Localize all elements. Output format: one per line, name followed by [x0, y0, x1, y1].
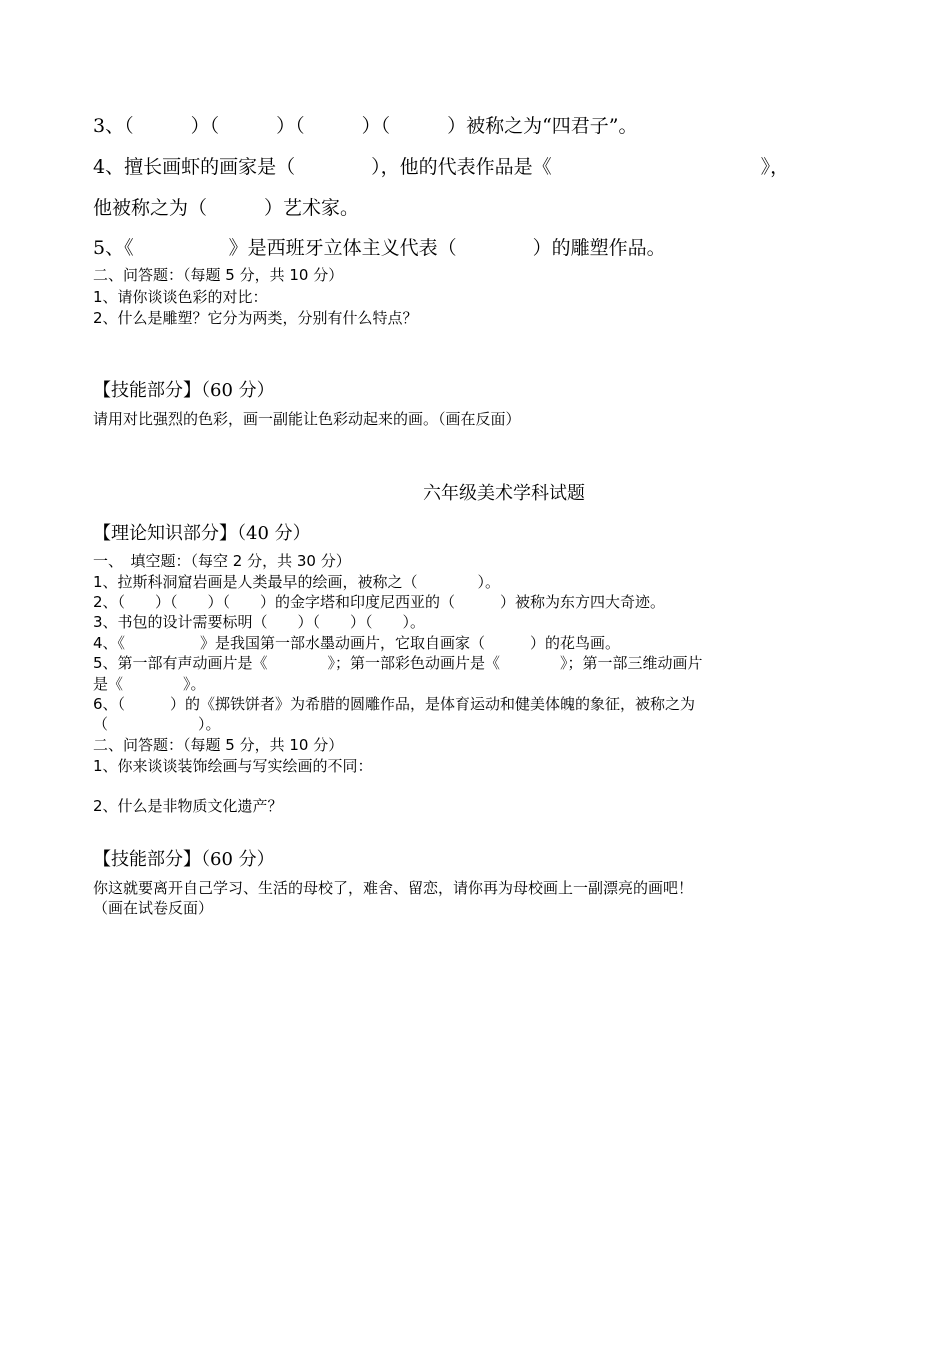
fill-question-3b: 3、书包的设计需要标明（ ）（ ）（ ）。 [93, 613, 426, 631]
theory-heading: 【理论知识部分】（40 分） [93, 523, 311, 544]
fill-question-4-line-1: 4、擅长画虾的画家是（ ），他的代表作品是《 》， [93, 156, 790, 178]
qa-question-2: 2、什么是雕塑？它分为两类，分别有什么特点？ [93, 309, 418, 327]
skill-task: 请用对比强烈的色彩，画一副能让色彩动起来的画。（画在反面） [93, 410, 521, 428]
fill-question-5b-line-2: 是《 》。 [93, 675, 206, 693]
qa-question-1: 1、请你谈谈色彩的对比： [93, 288, 268, 306]
exam-title: 六年级美术学科试题 [423, 483, 585, 504]
skill-task-b-line-2: （画在试卷反面） [93, 899, 214, 917]
fill-question-6-line-2: （ ）。 [93, 715, 221, 733]
fill-question-3: 3、（ ）（ ）（ ）（ ）被称之为“四君子”。 [93, 115, 638, 137]
skill-task-b-line-1: 你这就要离开自己学习、生活的母校了，难舍、留恋，请你再为母校画上一副漂亮的画吧！ [93, 879, 694, 897]
fill-question-4b: 4、《 》是我国第一部水墨动画片，它取自画家（ ）的花鸟画。 [93, 634, 621, 652]
fill-question-5: 5、《 》是西班牙立体主义代表（ ）的雕塑作品。 [93, 237, 666, 259]
fill-question-6-line-1: 6、（ ）的《掷铁饼者》为希腊的圆雕作品，是体育运动和健美体魄的象征，被称之为 [93, 695, 696, 713]
section-1-title: 一、 填空题：（每空 2 分，共 30 分） [93, 552, 351, 570]
qa-question-2b: 2、什么是非物质文化遗产？ [93, 797, 283, 815]
section-2b-title: 二、问答题：（每题 5 分，共 10 分） [93, 736, 344, 754]
skill-heading-b: 【技能部分】（60 分） [93, 849, 275, 870]
qa-question-1b: 1、你来谈谈装饰绘画与写实绘画的不同： [93, 757, 373, 775]
fill-question-5b-line-1: 5、第一部有声动画片是《 》；第一部彩色动画片是《 》；第一部三维动画片 [93, 654, 703, 672]
section-2-title: 二、问答题：（每题 5 分，共 10 分） [93, 266, 344, 284]
fill-question-2: 2、（ ）（ ）（ ）的金字塔和印度尼西亚的（ ）被称为东方四大奇迹。 [93, 593, 666, 611]
fill-question-4-line-2: 他被称之为（ ）艺术家。 [93, 197, 360, 219]
fill-question-1: 1、拉斯科洞窟岩画是人类最早的绘画，被称之（ ）。 [93, 573, 501, 591]
skill-heading: 【技能部分】（60 分） [93, 380, 275, 401]
